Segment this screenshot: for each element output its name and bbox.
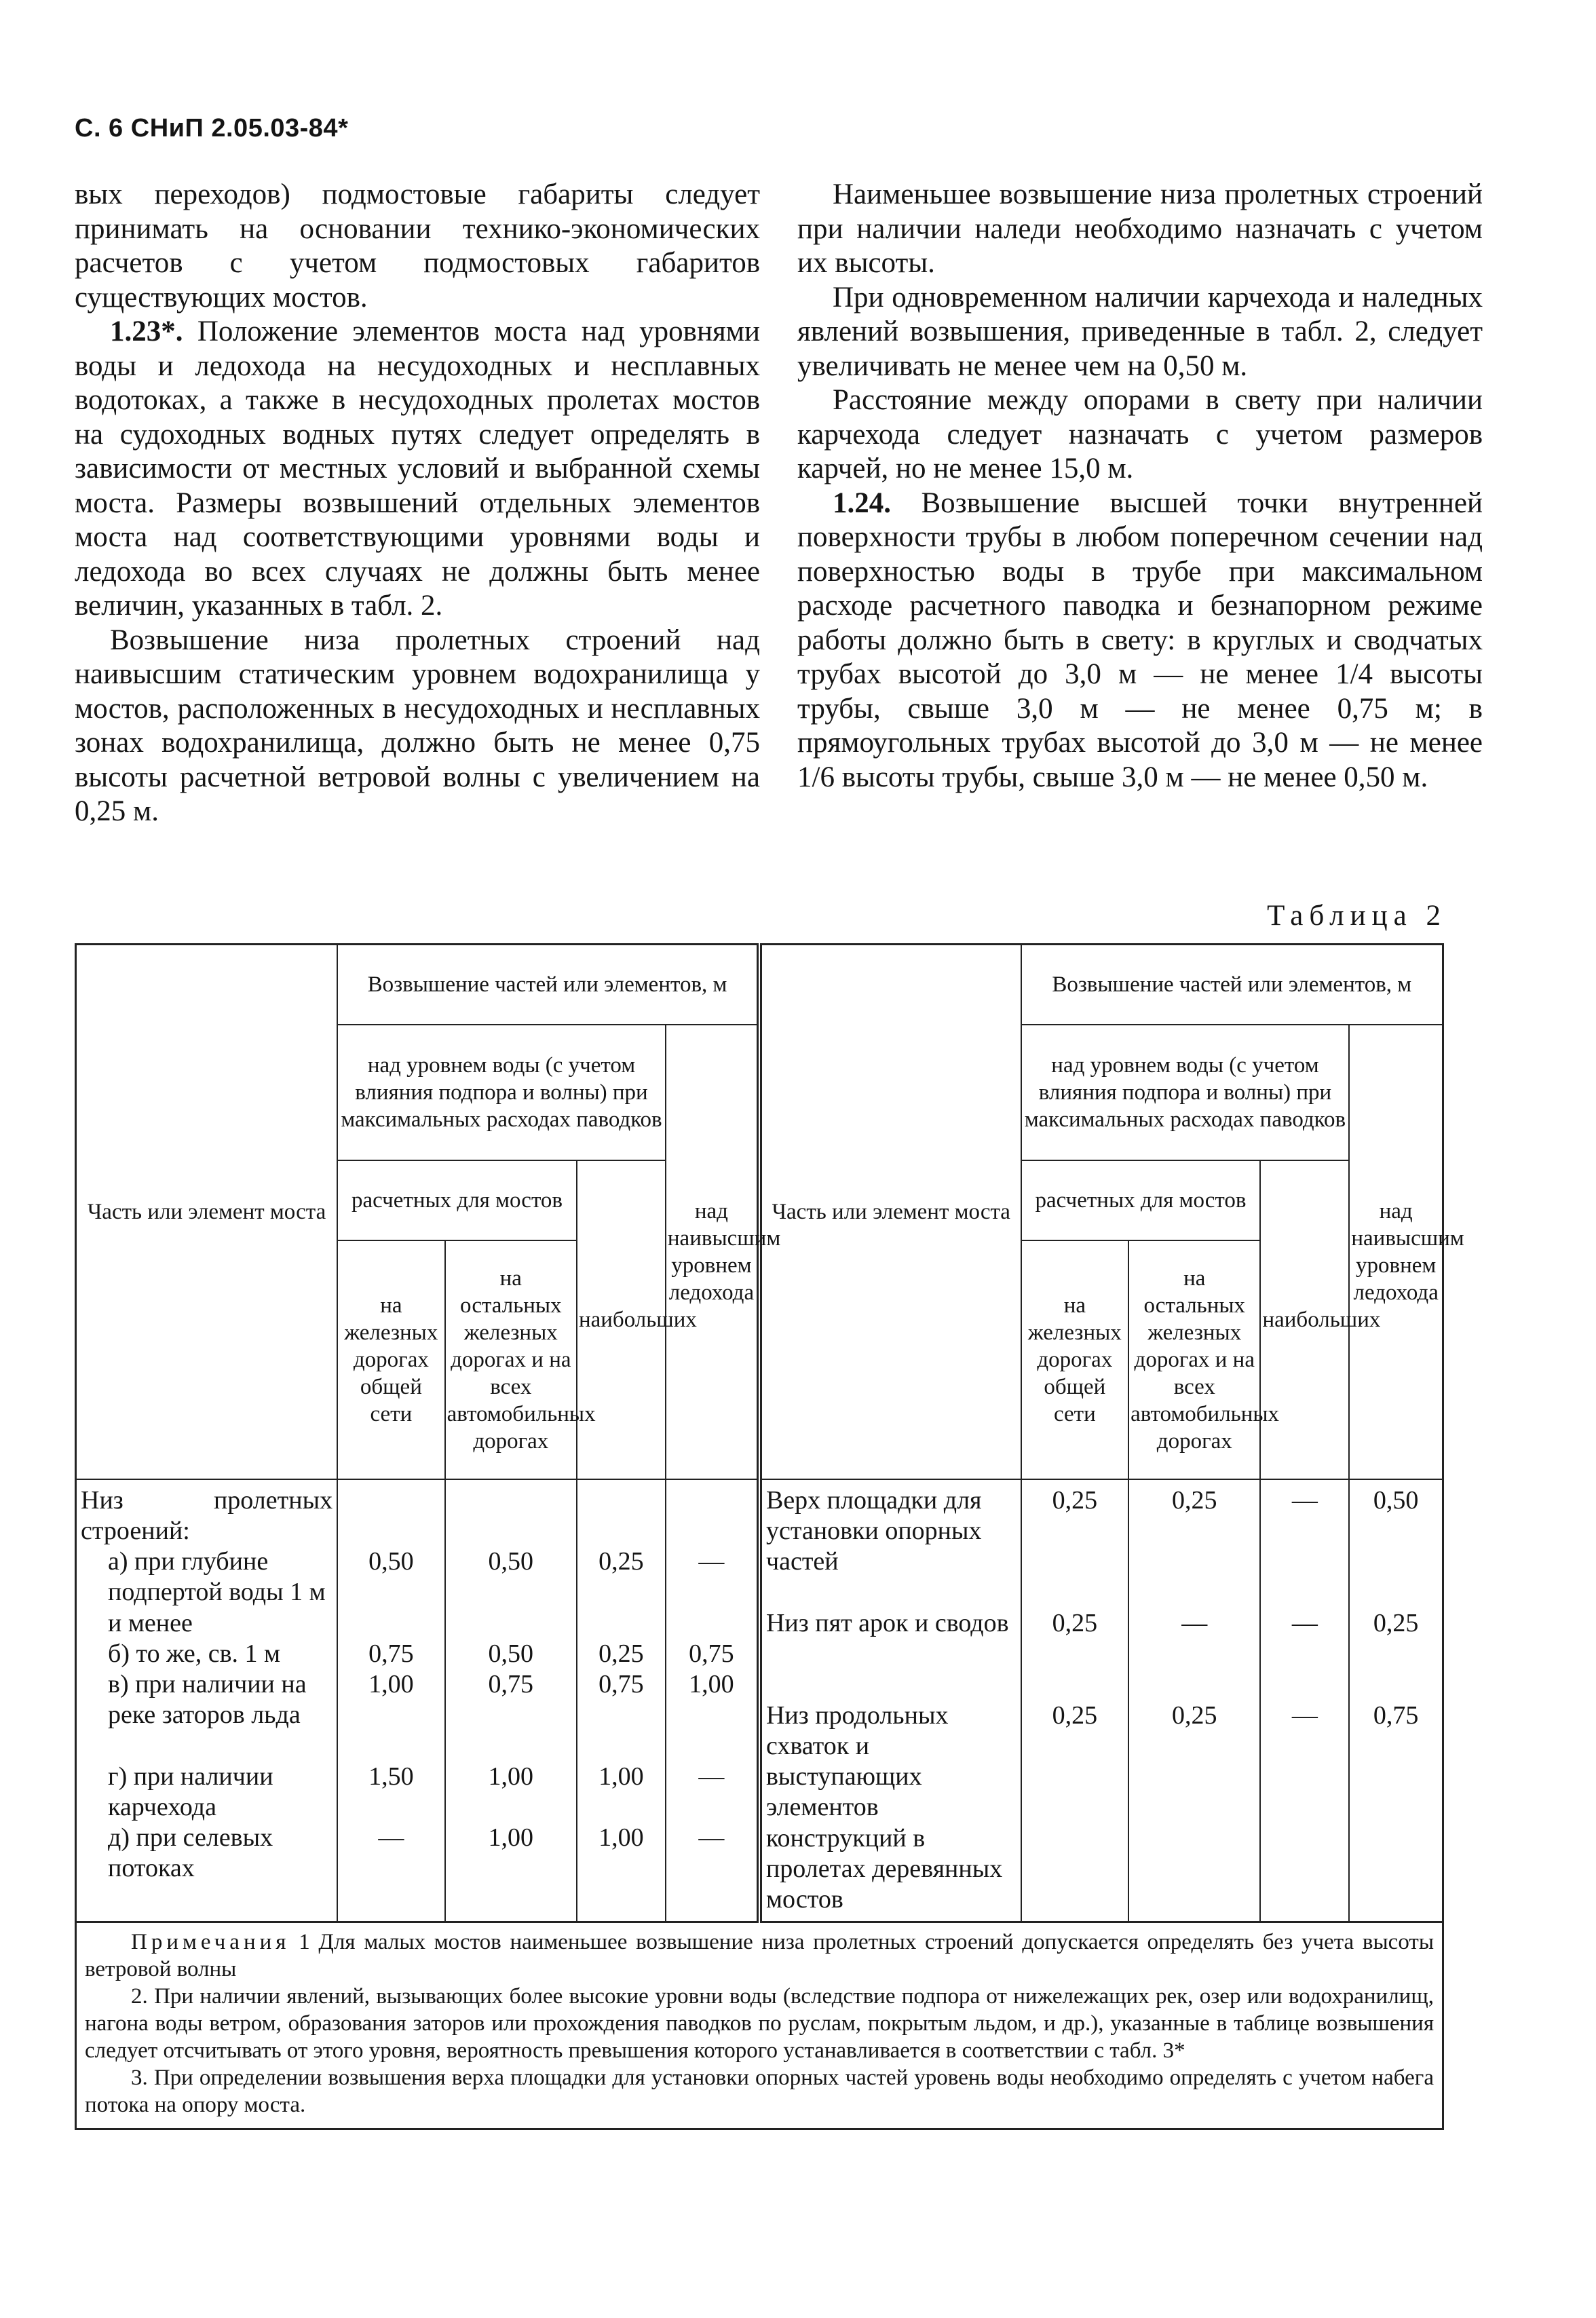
cell-value: 1,00	[368, 1669, 414, 1698]
right-values-other	[1128, 1479, 1260, 1922]
cell-value: —	[698, 1546, 725, 1576]
row-label: Низ продольных схваток и выступающих элементов конструкций в пролетах деревянных мостов	[765, 1700, 1003, 1914]
row-label: г) при наличии карчехода	[108, 1762, 273, 1822]
group-title: строений:	[81, 1516, 190, 1545]
cell-value: —	[698, 1762, 725, 1791]
row-label: в) при наличии на реке заторов льда	[108, 1670, 307, 1730]
table-notes	[75, 1923, 1444, 2130]
row-label: Низ пят арок и сводов	[765, 1608, 1009, 1637]
cell-value: 0,50	[488, 1546, 534, 1576]
cell-value: 0,50	[368, 1546, 414, 1576]
right-labels	[759, 1479, 1021, 1922]
cell-value: 0,75	[689, 1639, 734, 1668]
header-above-water: над уровнем воды (с учетом влияния подпора и волны) при максимальных расходах паводков	[337, 1025, 666, 1160]
cell-value: 1,00	[488, 1823, 534, 1852]
left-values-ice	[666, 1479, 759, 1922]
row-label: а) при глубине подпертой воды 1 м и менее	[108, 1547, 326, 1637]
cell-value: 1,00	[598, 1762, 644, 1791]
header-design: расчетных для мостов	[337, 1160, 577, 1240]
header-design: расчетных для мостов	[1021, 1160, 1261, 1240]
cell-value: 0,25	[598, 1639, 644, 1668]
cell-value: 0,25	[1172, 1700, 1217, 1730]
note-2: 2. При наличии явлений, вызывающих более высокие уровни воды (вследствие подпора от нижележащих рек, озер или водохранилищ, нагона воды ветром, образования заторов или прохождения паводков по руслам, покрытым льдом, и др.), указанные в таблице возвышения следует отсчитывать от этого уровня, вероятность превышения которого устанавливается в соответствии с табл. 3*	[85, 1983, 1434, 2063]
page-header: С. 6 СНиП 2.05.03-84*	[75, 114, 349, 142]
right-values-rail	[1021, 1479, 1129, 1922]
header-highest: наибольших	[1260, 1160, 1349, 1479]
note-3: 3. При определении возвышения верха площадки для установки опорных частей уровень воды необходимо определять с учетом набега потока на опору моста.	[85, 2065, 1434, 2117]
cell-value: 0,25	[598, 1546, 644, 1576]
header-elevation: Возвышение частей или элементов, м	[337, 945, 759, 1025]
clause-number: 1.23*.	[110, 316, 183, 347]
paragraph-1-24	[797, 487, 1483, 795]
cell-value: —	[1291, 1485, 1318, 1515]
right-values-ice	[1349, 1479, 1443, 1922]
cell-value: 0,75	[598, 1669, 644, 1698]
left-column	[75, 178, 760, 829]
row-label: б) то же, св. 1 м	[108, 1639, 281, 1669]
header-ice: над наивысшим уровнем ледохода	[1349, 1025, 1443, 1479]
cell-value: 0,25	[1373, 1608, 1419, 1637]
notes-title: Примечания	[131, 1929, 290, 1954]
clause-text: Возвышение высшей точки внутренней поверхности трубы в любом поперечном сечении над поверхностью воды в трубе при максимальном расходе расчетного паводка и безнапорном режиме работы должно быть в свету: в круглых и сводчатых трубах высотой до 3,0 м — не менее 1/4 высоты трубы, свыше 3,0 м — не менее 0,75 м; в прямоугольных трубах высотой до 3,0 м — не менее 1/6 высоты трубы, свыше 3,0 м — не менее 0,50 м.	[797, 487, 1483, 793]
cell-value: 0,25	[1172, 1485, 1217, 1515]
group-title: Низ пролетных	[81, 1485, 333, 1515]
header-ice: над наивысшим уровнем ледохода	[666, 1025, 759, 1479]
left-values-highest	[577, 1479, 666, 1922]
cell-value: 1,00	[689, 1669, 734, 1698]
clause-number: 1.24.	[833, 487, 891, 519]
right-values-highest	[1260, 1479, 1349, 1922]
header-elevation: Возвышение частей или элементов, м	[1021, 945, 1443, 1025]
cell-value: —	[1291, 1608, 1318, 1637]
header-rail-general: на железных дорогах общей сети	[1021, 1240, 1129, 1479]
header-other-roads: на остальных железных дорогах и на всех автомобильных дорогах	[1128, 1240, 1260, 1479]
cell-value: 0,25	[1052, 1485, 1098, 1515]
cell-value: 0,75	[1373, 1700, 1419, 1730]
cell-value: —	[1291, 1700, 1318, 1730]
paragraph: Возвышение низа пролетных строений над наивысшим статическим уровнем водохранилища у мостов, расположенных в несудоходных и несплавных зонах водохранилища, должно быть не менее 0,75 высоты расчетной ветровой волны с увеличением на 0,25 м.	[75, 624, 760, 827]
header-highest: наибольших	[577, 1160, 666, 1479]
row-label: д) при селевых потоках	[108, 1823, 273, 1883]
cell-value: —	[698, 1823, 725, 1852]
cell-value: 1,00	[488, 1762, 534, 1791]
paragraph: Расстояние между опорами в свету при наличии карчехода следует назначать с учетом размеров карчей, но не менее 15,0 м.	[797, 384, 1483, 484]
cell-value: 0,25	[1052, 1700, 1098, 1730]
left-labels	[76, 1479, 338, 1922]
note-1	[85, 1928, 1434, 1983]
paragraph: вых переходов) подмостовые габариты следует принимать на основании технико-экономических расчетов с учетом подмостовых габаритов существующих мостов.	[75, 178, 760, 314]
left-values-other	[445, 1479, 577, 1922]
paragraph: При одновременном наличии карчехода и наледных явлений возвышения, приведенные в табл. 2, следует увеличивать не менее чем на 0,50 м.	[797, 281, 1483, 382]
cell-value: 1,00	[598, 1823, 644, 1852]
left-values-rail	[337, 1479, 445, 1922]
cell-value: —	[378, 1823, 404, 1852]
elevation-table	[75, 943, 1464, 1923]
header-above-water: над уровнем воды (с учетом влияния подпора и волны) при максимальных расходах паводков	[1021, 1025, 1350, 1160]
cell-value: 0,75	[488, 1669, 534, 1698]
right-column	[797, 178, 1483, 795]
row-label: Верх площадки для установки опорных частей	[765, 1485, 982, 1576]
header-other-roads: на остальных железных дорогах и на всех автомобильных дорогах	[445, 1240, 577, 1479]
paragraph-1-23	[75, 315, 760, 624]
cell-value: 0,50	[1373, 1485, 1419, 1515]
cell-value: 0,25	[1052, 1608, 1098, 1637]
cell-value: 0,75	[368, 1639, 414, 1668]
table-body-row	[76, 1479, 1443, 1922]
header-part: Часть или элемент моста	[759, 945, 1021, 1479]
cell-value: 0,50	[488, 1639, 534, 1668]
clause-text: Положение элементов моста над уровнями воды и ледохода на несудоходных и несплавных водотоках, а также в несудоходных пролетах мостов на судоходных водных путях следует определять в зависимости от местных условий и выбранной схемы моста. Размеры возвышений отдельных элементов моста над соответствующими уровнями воды и ледохода во всех случаях не должны быть менее величин, указанных в табл. 2.	[75, 316, 760, 622]
table-2	[75, 943, 1464, 2130]
cell-value: —	[1181, 1608, 1208, 1637]
header-rail-general: на железных дорогах общей сети	[337, 1240, 445, 1479]
table-caption: Таблица 2	[1267, 900, 1447, 932]
note-text: 1 Для малых мостов наименьшее возвышение низа пролетных строений допускается определять без учета высоты ветровой волны	[85, 1929, 1434, 1981]
cell-value: 1,50	[368, 1762, 414, 1791]
header-part: Часть или элемент моста	[76, 945, 338, 1479]
paragraph: Наименьшее возвышение низа пролетных строений при наличии наледи необходимо назначать с учетом их высоты.	[797, 178, 1483, 279]
